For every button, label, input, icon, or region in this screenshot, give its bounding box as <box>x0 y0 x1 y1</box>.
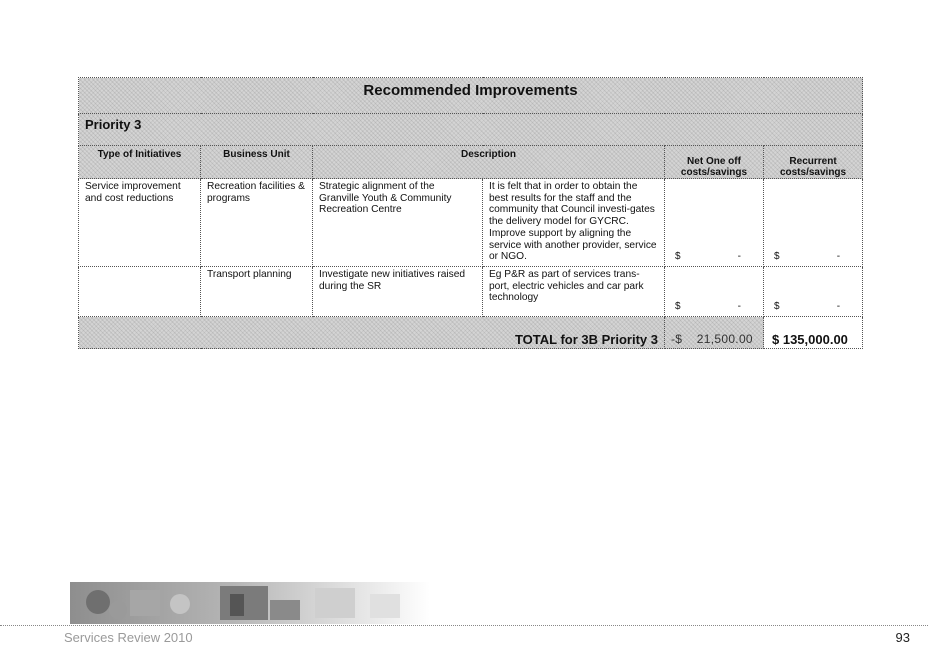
page-number: 93 <box>895 630 910 645</box>
table-row <box>79 267 863 317</box>
header-recurrent: Recurrent costs/savings <box>764 146 863 179</box>
cell-net: $ - <box>665 179 764 267</box>
cell-recurrent: $ - <box>764 179 863 267</box>
footer-title: Services Review 2010 <box>64 630 193 645</box>
total-label: TOTAL for 3B Priority 3 <box>79 317 665 349</box>
cell-type <box>79 267 201 317</box>
cell-initiative: Investigate new initiatives raised during the SR <box>313 267 483 317</box>
footer-rule <box>0 625 928 626</box>
header-description: Description <box>313 146 665 179</box>
cell-detail: Eg P&R as part of services trans-port, electric vehicles and car park technology <box>483 267 665 317</box>
header-type: Type of Initiatives <box>79 146 201 179</box>
priority-heading: Priority 3 <box>79 114 863 146</box>
total-row <box>79 317 863 349</box>
cell-detail: It is felt that in order to obtain the best results for the staff and the community that Council investi-gates the delivery model for GYCRC. Improve support by aligning the service with another provider, service or NGO. <box>483 179 665 267</box>
photo-banner <box>70 582 430 624</box>
cell-initiative: Strategic alignment of the Granville Youth & Community Recreation Centre <box>313 179 483 267</box>
cell-net: $ - <box>665 267 764 317</box>
header-unit: Business Unit <box>201 146 313 179</box>
header-net: Net One off costs/savings <box>665 146 764 179</box>
cell-type: Service improvement and cost reductions <box>79 179 201 267</box>
cell-unit: Transport planning <box>201 267 313 317</box>
total-recurrent: $ 135,000.00 <box>764 317 863 349</box>
cell-unit: Recreation facilities & programs <box>201 179 313 267</box>
recommended-improvements-table <box>78 77 863 349</box>
table-row <box>79 179 863 267</box>
cell-recurrent: $ - <box>764 267 863 317</box>
table-title: Recommended Improvements <box>79 78 863 114</box>
total-net: -$ 21,500.00 <box>665 317 764 349</box>
